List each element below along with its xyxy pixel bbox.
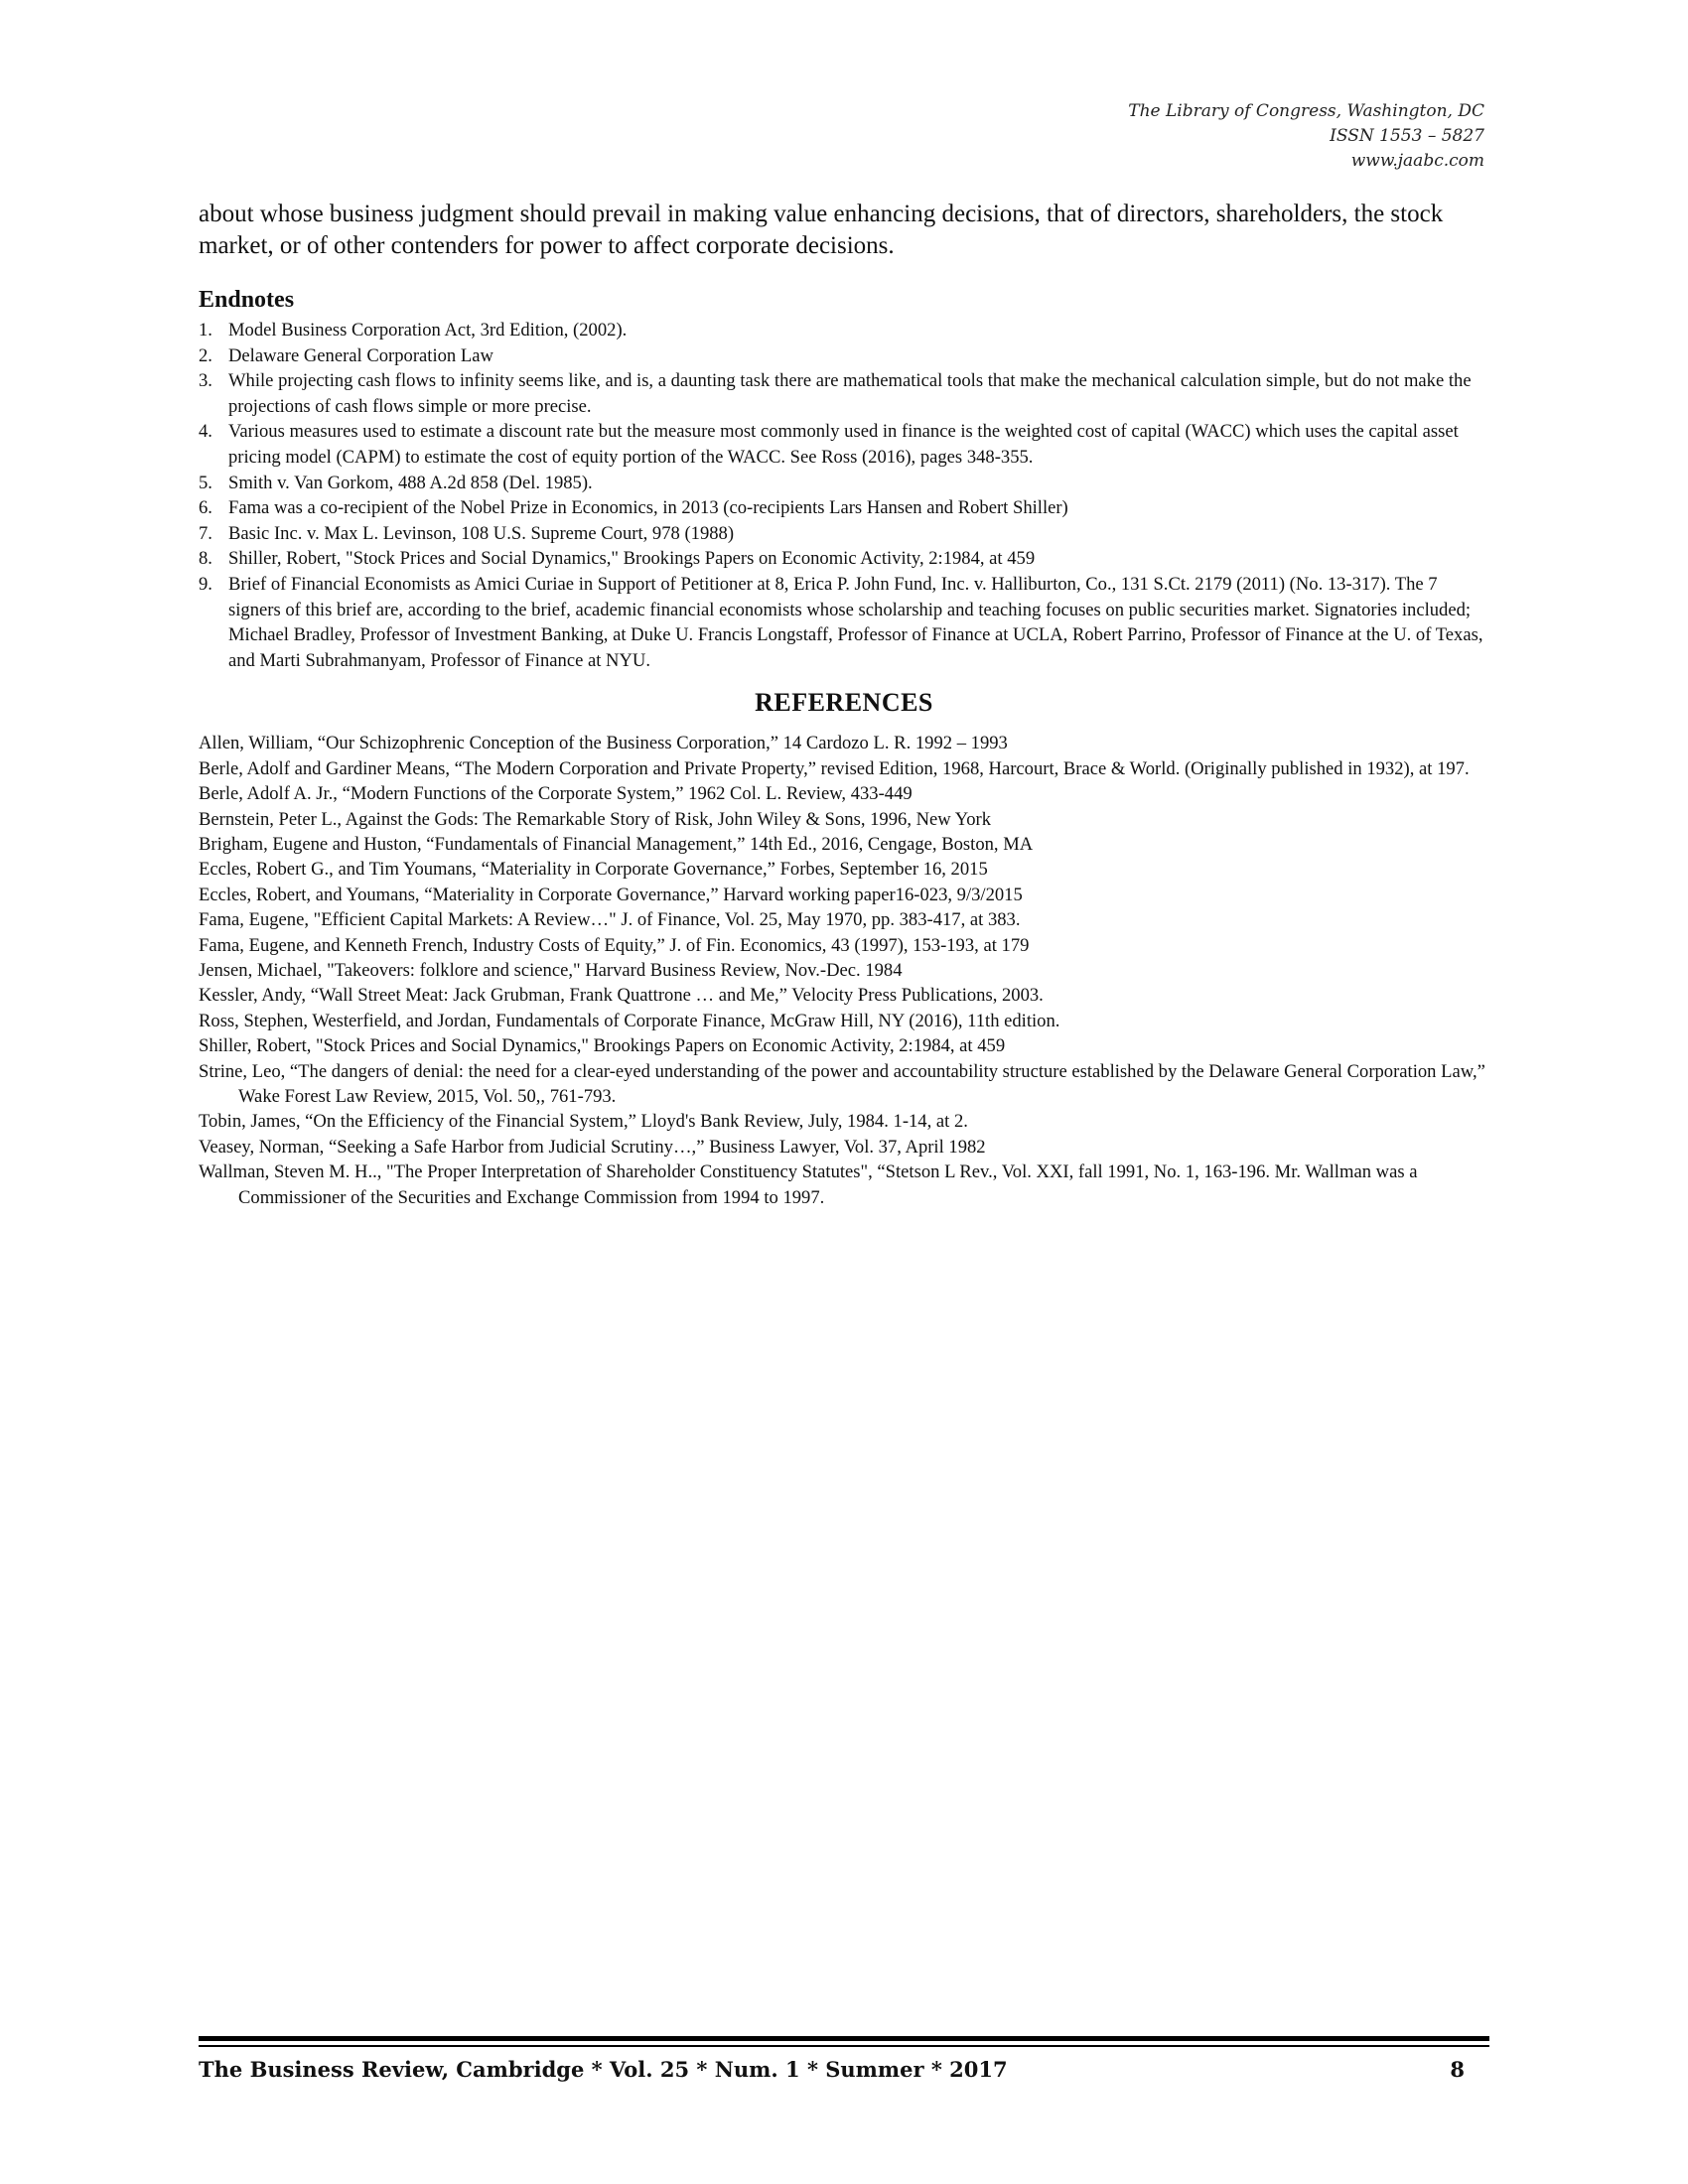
endnote-number: 3. <box>199 370 212 392</box>
endnote-text: Brief of Financial Economists as Amici Curiae in Support of Petitioner at 8, Erica P. John Fund, Inc. v. Halliburton, Co., 131 S.Ct. 2179 (2011) (No. 13-317). The 7 signers of this brief are, according to the brief, academic financial economists whose scholarship and teaching focuses on public securities market. Signatories included; Michael Bradley, Professor of Investment Banking, at Duke U. Francis Longstaff, Professor of Finance at UCLA, Robert Parrino, Professor of Finance at the U. of Texas, and Marti Subrahmanyam, Professor of Finance at NYU. <box>228 573 1483 671</box>
endnote-item <box>199 368 1489 419</box>
main-content <box>199 199 1489 1210</box>
endnote-number: 6. <box>199 497 212 519</box>
reference-item: Eccles, Robert G., and Tim Youmans, “Materiality in Corporate Governance,” Forbes, September 16, 2015 <box>199 859 988 881</box>
intro-paragraph: about whose business judgment should prevail in making value enhancing decisions, that of directors, shareholders, the stock market, or of other contenders for power to affect corporate decisions. <box>199 201 1444 259</box>
reference-item: Veasey, Norman, “Seeking a Safe Harbor from Judicial Scrutiny…,” Business Lawyer, Vol. 37, April 1982 <box>199 1136 986 1158</box>
reference-item: Strine, Leo, “The dangers of denial: the need for a clear-eyed understanding of the power and accountability structure established by the Delaware General Corporation Law,” Wake Forest Law Review, 2015, Vol. 50,, 761-793. <box>199 1060 1485 1107</box>
reference-item: Fama, Eugene, "Efficient Capital Markets: A Review…" J. of Finance, Vol. 25, May 1970, pp. 383-417, at 383. <box>199 909 1021 931</box>
reference-item: Shiller, Robert, "Stock Prices and Social Dynamics," Brookings Papers on Economic Activity, 2:1984, at 459 <box>199 1035 1006 1057</box>
reference-item: Eccles, Robert, and Youmans, “Materiality in Corporate Governance,” Harvard working paper16-023, 9/3/2015 <box>199 884 1023 905</box>
references-heading: REFERENCES <box>755 688 933 718</box>
endnote-text: Model Business Corporation Act, 3rd Edition, (2002). <box>228 320 628 341</box>
endnotes-list <box>199 318 1489 673</box>
endnote-text: Fama was a co-recipient of the Nobel Prize in Economics, in 2013 (co-recipients Lars Hansen and Robert Shiller) <box>228 497 1068 519</box>
endnote-item <box>199 471 1489 496</box>
references-list <box>199 731 1489 1210</box>
endnote-item <box>199 419 1489 470</box>
reference-item: Fama, Eugene, and Kenneth French, Industry Costs of Equity,” J. of Fin. Economics, 43 (1997), 153-193, at 179 <box>199 934 1030 956</box>
header-issn: ISSN 1553 – 5827 <box>1330 126 1484 146</box>
reference-item: Brigham, Eugene and Huston, “Fundamentals of Financial Management,” 14th Ed., 2016, Cengage, Boston, MA <box>199 833 1034 855</box>
footer-rule-thin <box>199 2045 1489 2047</box>
running-footer <box>199 2057 1465 2083</box>
endnote-item <box>199 521 1489 547</box>
endnote-text: Delaware General Corporation Law <box>228 344 493 366</box>
reference-item: Kessler, Andy, “Wall Street Meat: Jack Grubman, Frank Quattrone … and Me,” Velocity Press Publications, 2003. <box>199 985 1044 1007</box>
endnote-number: 1. <box>199 320 212 341</box>
endnote-number: 9. <box>199 573 212 595</box>
endnote-item <box>199 318 1489 343</box>
endnote-item <box>199 572 1489 673</box>
endnote-item <box>199 343 1489 369</box>
reference-item: Tobin, James, “On the Efficiency of the Financial System,” Lloyd's Bank Review, July, 1984. 1-14, at 2. <box>199 1111 968 1133</box>
endnote-number: 7. <box>199 522 212 544</box>
endnote-text: Shiller, Robert, "Stock Prices and Social Dynamics," Brookings Papers on Economic Activity, 2:1984, at 459 <box>228 548 1036 570</box>
reference-item: Allen, William, “Our Schizophrenic Conception of the Business Corporation,” 14 Cardozo L. R. 1992 – 1993 <box>199 733 1008 754</box>
reference-item: Wallman, Steven M. H.., "The Proper Interpretation of Shareholder Constituency Statutes", “Stetson L Rev., Vol. XXI, fall 1991, No. 1, 163-196. Mr. Wallman was a Commissioner of the Securities and Exchange Commission from 1994 to 1997. <box>199 1161 1418 1208</box>
endnote-text: Basic Inc. v. Max L. Levinson, 108 U.S. Supreme Court, 978 (1988) <box>228 522 735 544</box>
endnote-number: 4. <box>199 421 212 443</box>
endnote-item <box>199 546 1489 572</box>
endnote-text: While projecting cash flows to infinity seems like, and is, a daunting task there are mathematical tools that make the mechanical calculation simple, but do not make the projections of cash flows simple or more precise. <box>228 370 1472 417</box>
reference-item: Bernstein, Peter L., Against the Gods: The Remarkable Story of Risk, John Wiley & Sons, 1996, New York <box>199 808 992 830</box>
footer-journal-info: The Business Review, Cambridge * Vol. 25 * Num. 1 * Summer * 2017 <box>199 2057 1008 2082</box>
reference-item: Berle, Adolf and Gardiner Means, “The Modern Corporation and Private Property,” revised Edition, 1968, Harcourt, Brace & World. (Originally published in 1932), at 197. <box>199 757 1470 779</box>
endnote-item <box>199 495 1489 521</box>
endnote-number: 5. <box>199 472 212 493</box>
endnotes-heading: Endnotes <box>199 287 295 313</box>
endnote-text: Various measures used to estimate a discount rate but the measure most commonly used in finance is the weighted cost of capital (WACC) which uses the capital asset pricing model (CAPM) to estimate the cost of equity portion of the WACC. See Ross (2016), pages 348-355. <box>228 421 1459 468</box>
reference-item: Jensen, Michael, "Takeovers: folklore and science," Harvard Business Review, Nov.-Dec. 1984 <box>199 959 903 981</box>
header-publisher: The Library of Congress, Washington, DC <box>1128 101 1484 121</box>
endnote-number: 8. <box>199 548 212 570</box>
page-number: 8 <box>1450 2057 1465 2082</box>
reference-item: Berle, Adolf A. Jr., “Modern Functions of the Corporate System,” 1962 Col. L. Review, 433-449 <box>199 783 913 805</box>
header-website: www.jaabc.com <box>1350 151 1484 171</box>
endnote-number: 2. <box>199 344 212 366</box>
endnote-text: Smith v. Van Gorkom, 488 A.2d 858 (Del. 1985). <box>228 472 593 493</box>
footer-rule-thick <box>199 2036 1489 2041</box>
running-header <box>1128 99 1484 174</box>
reference-item: Ross, Stephen, Westerfield, and Jordan, Fundamentals of Corporate Finance, McGraw Hill, NY (2016), 11th edition. <box>199 1010 1060 1031</box>
